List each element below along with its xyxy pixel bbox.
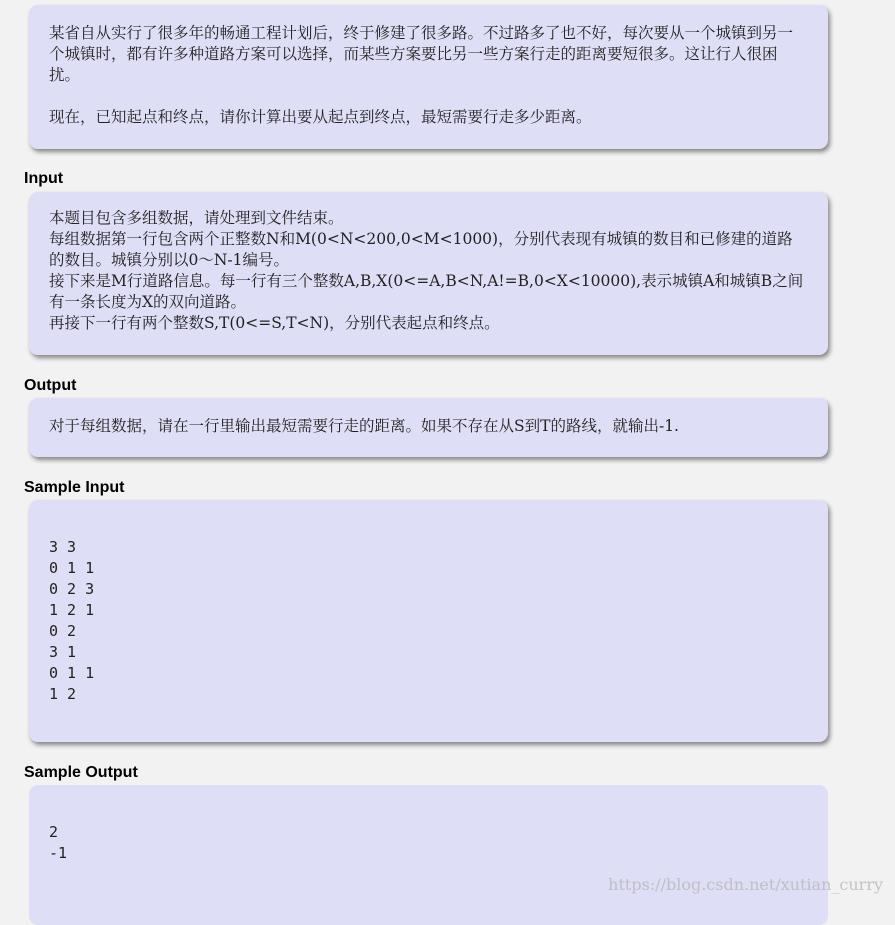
sample-output-line: 2 [49, 823, 59, 841]
sample-input-line: 1 2 [49, 685, 77, 703]
sample-input-line: 3 1 [49, 643, 77, 661]
watermark: https://blog.csdn.net/xutian_curry [608, 875, 883, 894]
sample-output-heading: Sample Output [24, 764, 138, 781]
output-heading: Output [24, 377, 77, 394]
input-panel [29, 192, 828, 355]
output-panel [29, 398, 828, 457]
input-line-4: 再接下一行有两个整数S,T(0<=S,T<N)，分别代表起点和终点。 [49, 314, 500, 332]
sample-input-heading: Sample Input [24, 479, 125, 496]
sample-output-line: -1 [49, 844, 68, 862]
sample-output-panel [29, 785, 828, 925]
sample-input-line: 0 1 1 [49, 664, 95, 682]
input-line-1: 本题目包含多组数据，请处理到文件结束。 [49, 209, 344, 227]
description-paragraph-2: 现在，已知起点和终点，请你计算出要从起点到终点，最短需要行走多少距离。 [49, 108, 592, 126]
sample-input-line: 0 2 [49, 622, 77, 640]
sample-input-panel [29, 500, 828, 742]
description-paragraph-1: 某省自从实行了很多年的畅通工程计划后，终于修建了很多路。不过路多了也不好，每次要从一个城镇到另一个城镇时，都有许多种道路方案可以选择，而某些方案要比另一些方案行走的距离要短很多。这让行人很困扰。 [49, 24, 794, 84]
input-heading: Input [24, 170, 64, 187]
description-panel [29, 5, 828, 149]
sample-input-line: 1 2 1 [49, 601, 95, 619]
sample-input-line: 3 3 [49, 538, 77, 556]
sample-input-line: 0 1 1 [49, 559, 95, 577]
input-line-3: 接下来是M行道路信息。每一行有三个整数A,B,X(0<=A,B<N,A!=B,0<X<10000),表示城镇A和城镇B之间有一条长度为X的双向道路。 [49, 272, 804, 311]
input-line-2: 每组数据第一行包含两个正整数N和M(0<N<200,0<M<1000)，分别代表现有城镇的数目和已修建的道路的数目。城镇分别以0～N-1编号。 [49, 230, 793, 269]
output-text: 对于每组数据，请在一行里输出最短需要行走的距离。如果不存在从S到T的路线，就输出-1. [49, 417, 679, 435]
sample-input-line: 0 2 3 [49, 580, 95, 598]
